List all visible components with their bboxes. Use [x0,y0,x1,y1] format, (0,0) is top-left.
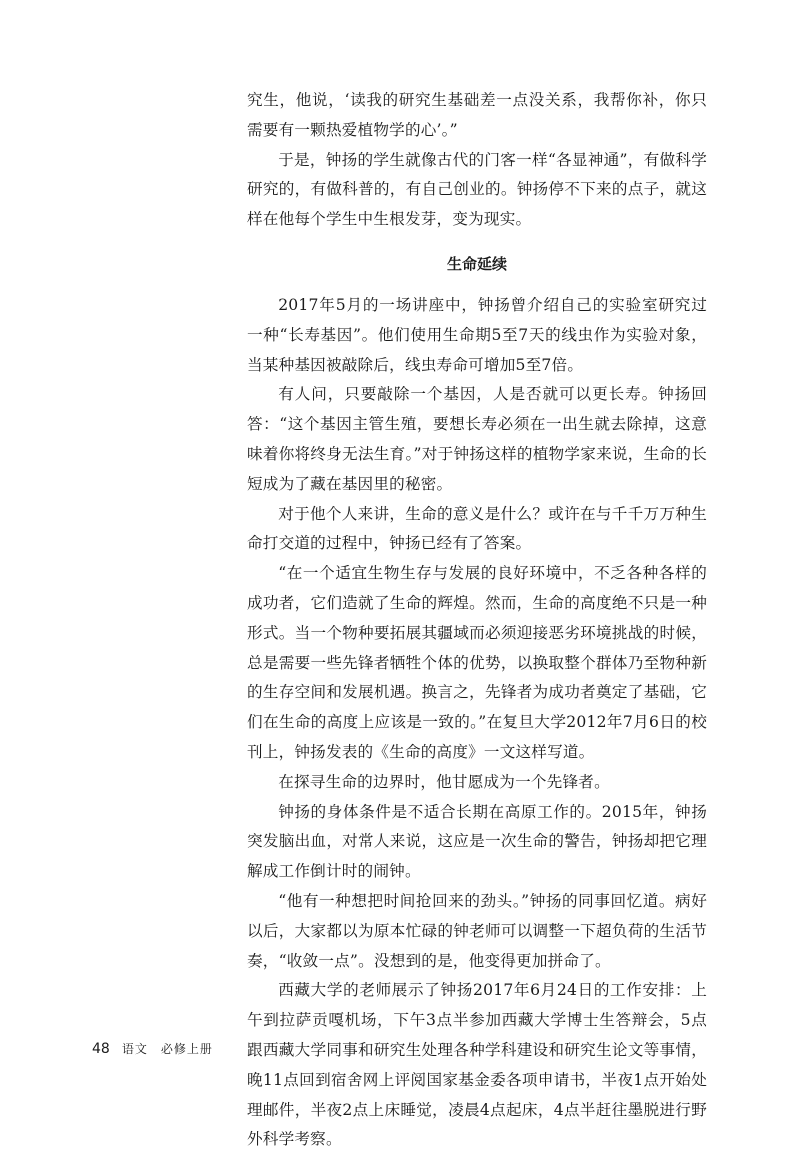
paragraph-main-2: 有人问，只要敲除一个基因，人是否就可以更长寿。钟扬回答：“这个基因主管生殖，要想长寿必须在一出生就去除掉，这意味着你将终身无法生育。”对于钟扬这样的植物学家来说，生命的长短成为了藏在基因里的秘密。 [247,385,707,493]
section-heading: 生命延续 [446,254,507,273]
paragraph-main-1: 2017年5月的一场讲座中，钟扬曾介绍自己的实验室研究过一种“长寿基因”。他们使用生命期5至7天的线虫作为实验对象，当某种基因被敲除后，线虫寿命可增加5至7倍。 [247,295,707,374]
book-title: 语文 必修上册 [121,1042,213,1056]
paragraph-main-4: “在一个适宜生物生存与发展的良好环境中，不乏各种各样的成功者，它们造就了生命的辉煌。然而，生命的高度绝不只是一种形式。当一个物种要拓展其疆域而必须迎接恶劣环境挑战的时候，总是需要一些先锋者牺牲个体的优势，以换取整个群体乃至物种新的生存空间和发展机遇。换言之，先锋者为成功者奠定了基础，它们在生命的高度上应该是一致的。”在复旦大学2012年7月6日的校刊上，钟扬发表的《生命的高度》一文这样写道。 [247,564,707,761]
paragraph-main-3: 对于他个人来讲，生命的意义是什么？或许在与千千万万种生命打交道的过程中，钟扬已经有了答案。 [247,504,707,553]
paragraph-main-8: 西藏大学的老师展示了钟扬2017年6月24日的工作安排：上午到拉萨贡嘎机场，下午3点半参加西藏大学博士生答辩会，5点跟西藏大学同事和研究生处理各种学科建设和研究生论文等事情，晚11点回到宿舍网上评阅国家基金委各项申请书，半夜1点开始处理邮件，半夜2点上床睡觉，凌晨4点起床，4点半赶往墨脱进行野外科学考察。 [247,981,707,1149]
paragraph-main-6: 钟扬的身体条件是不适合长期在高原工作的。2015年，钟扬突发脑出血，对常人来说，这应是一次生命的警告，钟扬却把它理解成工作倒计时的闹钟。 [247,802,707,881]
paragraph-main-5: 在探寻生命的边界时，他甘愿成为一个先锋者。 [278,772,610,791]
paragraph-top-2: 于是，钟扬的学生就像古代的门客一样“各显神通”，有做科学研究的，有做科普的，有自己创业的。钟扬停不下来的点子，就这样在他每个学生中生根发芽，变为现实。 [247,150,707,229]
page-number: 48 [92,1041,110,1057]
page-footer [92,1040,213,1057]
page-content [247,86,707,1155]
paragraph-top-1: 究生，他说，‘读我的研究生基础差一点没关系，我帮你补，你只需要有一颗热爱植物学的心’。” [247,91,707,139]
paragraph-main-7: “他有一种想把时间抢回来的劲头。”钟扬的同事回忆道。病好以后，大家都以为原本忙碌的钟老师可以调整一下超负荷的生活节奏，“收敛一点”。没想到的是，他变得更加拼命了。 [247,891,707,970]
